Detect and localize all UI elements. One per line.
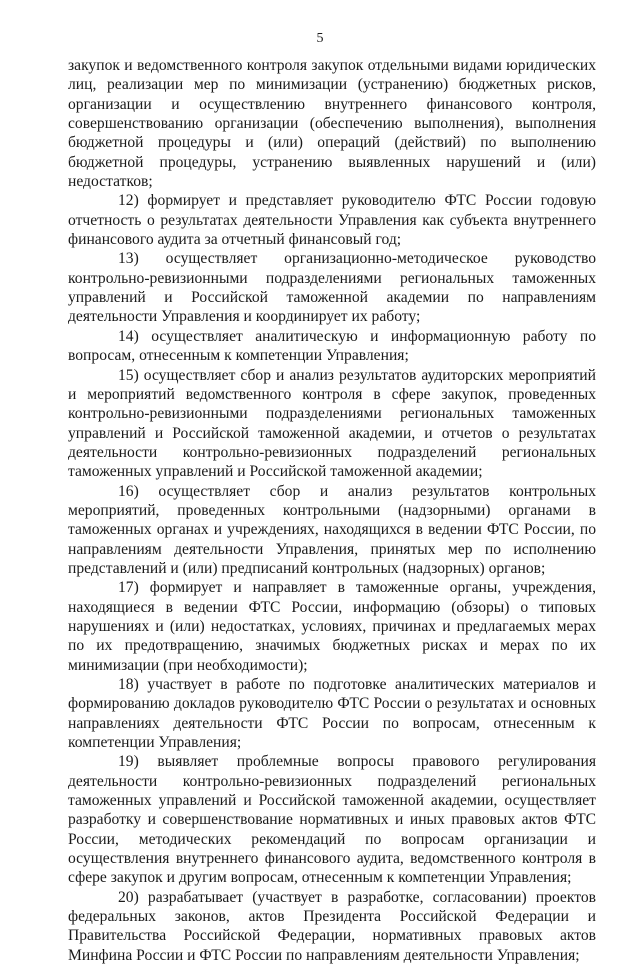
document-body [68,56,596,965]
paragraph-item-16: 16) осуществляет сбор и анализ результатов контрольных мероприятий, проведенных контрольными (надзорными) органами в таможенных органах и учреждениях, находящихся в ведении ФТС России, по направлениям деятельности Управления, принятых мер по исполнению представлений и (или) предписаний контрольных (надзорных) органов; [68,482,596,577]
paragraph-item-15: 15) осуществляет сбор и анализ результатов аудиторских мероприятий и мероприятий ведомственного контроля в сфере закупок, проведенных контрольно-ревизионными подразделениями региональных таможенных управлений и Российской таможенной академии, и отчетов о результатах деятельности контрольно-ревизионных подразделений региональных таможенных управлений и Российской таможенной академии; [68,366,596,481]
paragraph-item-14: 14) осуществляет аналитическую и информационную работу по вопросам, отнесенным к компетенции Управления; [68,327,596,365]
paragraph-item-18: 18) участвует в работе по подготовке аналитических материалов и формированию докладов руководителю ФТС России о результатах и основных направлениях деятельности ФТС России по вопросам, отнесенным к компетенции Управления; [68,676,596,752]
paragraph-item-20: 20) разрабатывает (участвует в разработке, согласовании) проектов федеральных законов, актов Президента Российской Федерации и Правительства Российской Федерации, нормативных правовых актов Минфина России и ФТС России по направлениям деятельности Управления; [68,888,596,964]
paragraph-continuation: закупок и ведомственного контроля закупок отдельными видами юридических лиц, реализации мер по минимизации (устранению) бюджетных рисков, организации и осуществлению внутреннего финансового контроля, совершенствованию организации (обеспечению выполнения), выполнения бюджетной процедуры и (или) операций (действий) по выполнению бюджетной процедуры, устранению выявленных нарушений и (или) недостатков; [68,57,596,191]
paragraph-item-13: 13) осуществляет организационно-методическое руководство контрольно-ревизионными подразделениями региональных таможенных управлений и Российской таможенной академии по направлениям деятельности Управления и координирует их работу; [68,250,596,326]
paragraph-item-19: 19) выявляет проблемные вопросы правового регулирования деятельности контрольно-ревизионных подразделений региональных таможенных управлений и Российской таможенной академии, осуществляет разработку и совершенствование нормативных и иных правовых актов ФТС России, методических рекомендаций по вопросам организации и осуществления внутреннего финансового аудита, ведомственного контроля в сфере закупок и другим вопросам, отнесенным к компетенции Управления; [68,753,596,887]
page-number: 5 [316,31,324,46]
paragraph-item-12: 12) формирует и представляет руководителю ФТС России годовую отчетность о результатах деятельности Управления как субъекта внутреннего финансового аудита за отчетный финансовый год; [68,192,596,249]
paragraph-item-17: 17) формирует и направляет в таможенные органы, учреждения, находящиеся в ведении ФТС России, информацию (обзоры) о типовых нарушениях и (или) недостатках, условиях, причинах и предлагаемых мерах по их предотвращению, значимых бюджетных рисках и мерах по их минимизации (при необходимости); [68,579,596,674]
